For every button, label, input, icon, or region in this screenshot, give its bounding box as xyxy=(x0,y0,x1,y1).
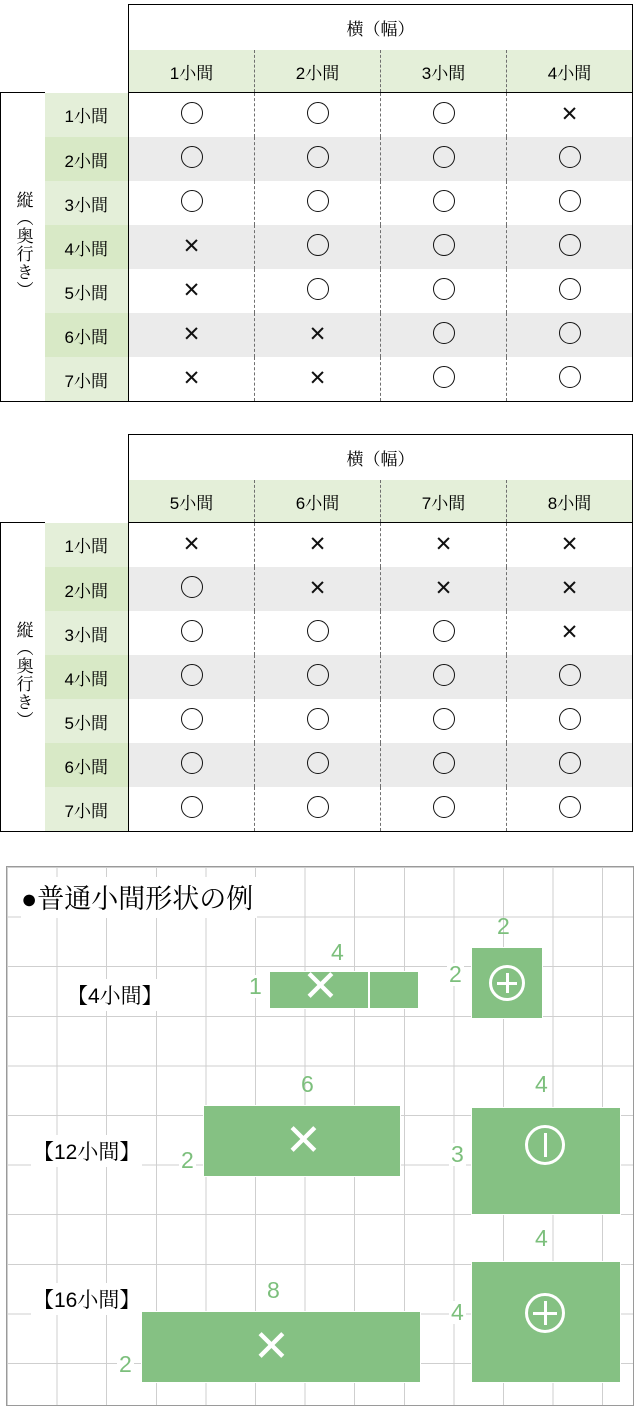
circle-icon xyxy=(559,366,581,388)
matrix-cell xyxy=(507,611,633,655)
corner-blank xyxy=(1,5,45,51)
matrix-cell xyxy=(507,523,633,568)
matrix-cell xyxy=(129,567,255,611)
table-row xyxy=(1,611,633,655)
matrix-cell xyxy=(507,269,633,313)
circle-icon xyxy=(559,752,581,774)
cross-icon-12: ✕ xyxy=(285,1116,322,1165)
matrix-cell xyxy=(255,137,381,181)
cross-icon-4: ✕ xyxy=(302,962,339,1011)
column-header-row xyxy=(1,50,633,93)
side-header-label: 縦（奥行き） xyxy=(13,620,33,729)
circle-icon xyxy=(181,708,203,730)
matrix-cell xyxy=(507,357,633,402)
table-row xyxy=(1,655,633,699)
circle-icon xyxy=(433,366,455,388)
side-header xyxy=(1,93,45,402)
circle-icon xyxy=(559,234,581,256)
matrix-cell xyxy=(381,567,507,611)
matrix-cell xyxy=(129,787,255,832)
compatibility-table-1 xyxy=(0,4,632,402)
matrix-cell xyxy=(255,313,381,357)
matrix-cell xyxy=(129,523,255,568)
depth-dim-4-irori: 2 xyxy=(449,961,462,987)
matrix-cell xyxy=(129,137,255,181)
circle-icon xyxy=(433,620,455,642)
matrix-cell xyxy=(255,225,381,269)
circle-icon xyxy=(559,278,581,300)
side-header xyxy=(1,523,45,832)
matrix-cell xyxy=(381,743,507,787)
cross-icon: ✕ xyxy=(560,533,579,556)
top-header-row xyxy=(1,5,633,51)
matrix-cell xyxy=(255,699,381,743)
depth-dim-16: 2 xyxy=(119,1351,132,1377)
width-dim-12: 6 xyxy=(301,1071,314,1097)
matrix-cell xyxy=(507,699,633,743)
matrix-cell xyxy=(255,181,381,225)
circle-icon xyxy=(559,146,581,168)
column-header: 6小間 xyxy=(255,480,381,523)
circle-icon xyxy=(433,190,455,212)
matrix-cell xyxy=(507,313,633,357)
row-header: 1小間 xyxy=(45,523,129,568)
row-header: 1小間 xyxy=(45,93,129,138)
matrix-cell xyxy=(381,611,507,655)
circle-icon xyxy=(181,146,203,168)
irori-line-icon-12 xyxy=(525,1125,565,1165)
cross-icon: ✕ xyxy=(182,533,201,556)
top-header-row xyxy=(1,435,633,481)
table-row xyxy=(1,699,633,743)
matrix-cell xyxy=(381,787,507,832)
row-header: 3小間 xyxy=(45,181,129,225)
corner-blank xyxy=(1,480,45,523)
cross-icon: ✕ xyxy=(182,367,201,390)
depth-dim-12: 2 xyxy=(181,1147,194,1173)
circle-icon xyxy=(307,190,329,212)
matrix-cell xyxy=(381,137,507,181)
example-shape-4-yokonagare xyxy=(369,971,419,1009)
top-header-label: 横（幅） xyxy=(129,435,633,481)
circle-icon xyxy=(559,322,581,344)
column-header: 2小間 xyxy=(255,50,381,93)
cross-icon: ✕ xyxy=(434,533,453,556)
circle-icon xyxy=(307,234,329,256)
table-row xyxy=(1,743,633,787)
examples-panel xyxy=(6,866,634,1406)
matrix-cell xyxy=(129,269,255,313)
matrix-cell xyxy=(255,93,381,138)
circle-icon xyxy=(433,322,455,344)
matrix-cell xyxy=(129,93,255,138)
matrix-cell xyxy=(381,523,507,568)
matrix-cell xyxy=(507,225,633,269)
compatibility-table-2 xyxy=(0,434,632,832)
circle-icon xyxy=(433,278,455,300)
matrix-cell xyxy=(381,181,507,225)
matrix-cell xyxy=(129,611,255,655)
circle-icon xyxy=(559,708,581,730)
matrix-cell xyxy=(381,225,507,269)
matrix-cell xyxy=(255,787,381,832)
row-header: 3小間 xyxy=(45,611,129,655)
circle-icon xyxy=(307,752,329,774)
matrix-cell xyxy=(129,181,255,225)
circle-icon xyxy=(433,708,455,730)
circle-icon xyxy=(181,752,203,774)
cross-icon: ✕ xyxy=(182,279,201,302)
circle-icon xyxy=(307,102,329,124)
matrix-cell xyxy=(507,567,633,611)
column-header: 1小間 xyxy=(129,50,255,93)
circle-icon xyxy=(433,234,455,256)
row-header: 4小間 xyxy=(45,655,129,699)
matrix-cell xyxy=(255,523,381,568)
table-row xyxy=(1,269,633,313)
circle-icon xyxy=(307,796,329,818)
example-group-label-4: 【4小間】 xyxy=(65,979,165,1011)
matrix-cell xyxy=(255,743,381,787)
row-header: 5小間 xyxy=(45,699,129,743)
row-header: 4小間 xyxy=(45,225,129,269)
table-row xyxy=(1,567,633,611)
circle-icon xyxy=(559,664,581,686)
circle-icon xyxy=(433,796,455,818)
row-header: 7小間 xyxy=(45,357,129,402)
matrix-cell xyxy=(255,269,381,313)
depth-dim-16-irori: 4 xyxy=(451,1299,464,1325)
matrix-cell xyxy=(129,357,255,402)
corner-blank xyxy=(45,50,129,93)
cross-icon-16: ✕ xyxy=(253,1322,290,1371)
matrix-cell xyxy=(129,313,255,357)
matrix-cell xyxy=(507,181,633,225)
matrix-cell xyxy=(381,269,507,313)
width-dim-16: 8 xyxy=(267,1277,280,1303)
table-row xyxy=(1,93,633,138)
width-dim-4: 4 xyxy=(331,939,344,965)
circle-icon xyxy=(559,796,581,818)
table-row xyxy=(1,523,633,568)
matrix-cell xyxy=(381,357,507,402)
matrix-cell xyxy=(381,699,507,743)
cross-icon: ✕ xyxy=(434,577,453,600)
matrix-cell xyxy=(381,313,507,357)
row-header: 7小間 xyxy=(45,787,129,832)
examples-title: ●普通小間形状の例 xyxy=(21,877,257,918)
column-header: 7小間 xyxy=(381,480,507,523)
irori-horizontal-line xyxy=(533,1312,557,1315)
row-header: 2小間 xyxy=(45,137,129,181)
cross-icon: ✕ xyxy=(308,323,327,346)
matrix-cell xyxy=(255,357,381,402)
matrix-cell xyxy=(507,655,633,699)
width-dim-4-irori: 2 xyxy=(497,913,510,939)
corner-blank xyxy=(45,480,129,523)
irori-vertical-line xyxy=(544,1133,547,1157)
circle-icon xyxy=(307,708,329,730)
table-row xyxy=(1,787,633,832)
circle-icon xyxy=(181,190,203,212)
table-row xyxy=(1,225,633,269)
circle-icon xyxy=(433,102,455,124)
table-row xyxy=(1,313,633,357)
row-header: 5小間 xyxy=(45,269,129,313)
matrix-cell xyxy=(255,611,381,655)
row-header: 2小間 xyxy=(45,567,129,611)
circle-icon xyxy=(181,796,203,818)
cross-icon: ✕ xyxy=(308,367,327,390)
corner-blank xyxy=(45,435,129,481)
circle-icon xyxy=(307,664,329,686)
cross-icon: ✕ xyxy=(182,323,201,346)
irori-plus-icon-4 xyxy=(489,965,525,1001)
column-header: 3小間 xyxy=(381,50,507,93)
matrix-table xyxy=(0,4,633,402)
circle-icon xyxy=(433,752,455,774)
matrix-cell xyxy=(255,567,381,611)
circle-icon xyxy=(181,620,203,642)
cross-icon: ✕ xyxy=(560,103,579,126)
cross-icon: ✕ xyxy=(560,621,579,644)
table-row xyxy=(1,181,633,225)
matrix-table xyxy=(0,434,633,832)
matrix-cell xyxy=(507,93,633,138)
side-header-label: 縦（奥行き） xyxy=(13,190,33,299)
top-header-label: 横（幅） xyxy=(129,5,633,51)
row-header: 6小間 xyxy=(45,313,129,357)
matrix-cell xyxy=(255,655,381,699)
width-dim-12-irori: 4 xyxy=(535,1071,548,1097)
cross-icon: ✕ xyxy=(308,533,327,556)
column-header: 4小間 xyxy=(507,50,633,93)
circle-icon xyxy=(433,146,455,168)
irori-plus-icon-16 xyxy=(525,1293,565,1333)
irori-horizontal-line xyxy=(497,982,517,985)
matrix-cell xyxy=(507,743,633,787)
column-header: 8小間 xyxy=(507,480,633,523)
depth-dim-12-irori: 3 xyxy=(451,1141,464,1167)
row-header: 6小間 xyxy=(45,743,129,787)
matrix-cell xyxy=(381,93,507,138)
width-dim-16-irori: 4 xyxy=(535,1225,548,1251)
example-group-label-16: 【16小間】 xyxy=(31,1283,142,1315)
corner-blank xyxy=(1,435,45,481)
matrix-cell xyxy=(129,699,255,743)
circle-icon xyxy=(559,190,581,212)
corner-blank xyxy=(45,5,129,51)
corner-blank xyxy=(1,50,45,93)
circle-icon xyxy=(307,278,329,300)
circle-icon xyxy=(433,664,455,686)
matrix-cell xyxy=(129,225,255,269)
column-header-row xyxy=(1,480,633,523)
table-row xyxy=(1,357,633,402)
depth-dim-4: 1 xyxy=(249,973,262,999)
cross-icon: ✕ xyxy=(182,235,201,258)
column-header: 5小間 xyxy=(129,480,255,523)
circle-icon xyxy=(181,664,203,686)
cross-icon: ✕ xyxy=(308,577,327,600)
circle-icon xyxy=(181,102,203,124)
matrix-cell xyxy=(381,655,507,699)
matrix-cell xyxy=(129,655,255,699)
cross-icon: ✕ xyxy=(560,577,579,600)
matrix-cell xyxy=(507,137,633,181)
matrix-cell xyxy=(507,787,633,832)
circle-icon xyxy=(307,146,329,168)
circle-icon xyxy=(181,576,203,598)
circle-icon xyxy=(307,620,329,642)
table-row xyxy=(1,137,633,181)
example-group-label-12: 【12小間】 xyxy=(31,1135,142,1167)
matrix-cell xyxy=(129,743,255,787)
